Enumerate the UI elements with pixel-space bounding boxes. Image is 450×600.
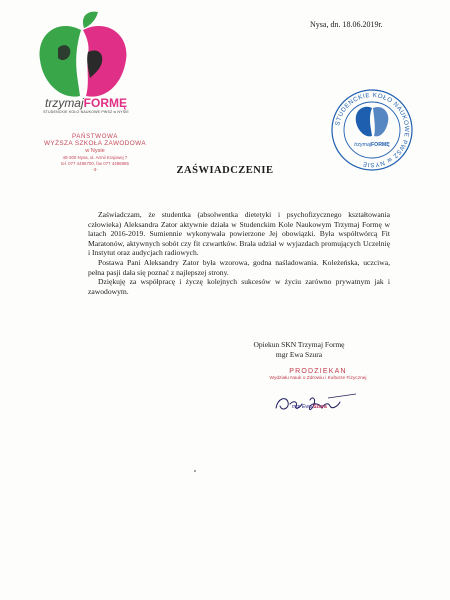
- seal-brand-part2: FORMĘ: [370, 142, 390, 148]
- scan-speck: [194, 470, 196, 472]
- signer-name: mgr Ewa Szura: [275, 350, 323, 359]
- dean-name-surname: Szura: [313, 404, 327, 410]
- paragraph-3: Dziękuję za współpracę i życzę kolejnych sukcesów w życiu zarówno prywatnym jak i zawodowym.: [88, 277, 390, 296]
- school-stamp-line4: 48-300 Nysa, ul. Armii Krajowej 7: [62, 155, 128, 160]
- paragraph-1: Zaświadczam, że studentka (absolwentka dietetyki i psychofizycznego kształtowania człowieka) Aleksandra Zator aktywnie działa w Studenckim Kole Naukowym Trzymaj Formę w latach 2016-2019. Sumiennie wykonywała powierzone Jej obowiązki. Była współtwórcą Fit Maratonów, aktywnych sobót czy fit czwartków. Brała udział w wyjazdach promujących Uczelnię i Instytut oraz audycjach radiowych.: [88, 210, 390, 258]
- signature-block: [240, 340, 358, 360]
- school-stamp-line3: w Nysie: [85, 148, 105, 154]
- dean-stamp-name: [292, 404, 327, 410]
- school-stamp-line2: WYŻSZA SZKOŁA ZAWODOWA: [43, 140, 147, 147]
- logo-subtitle: STUDENCKIE KOŁO NAUKOWE PWSZ w NYSIE: [43, 110, 129, 114]
- skn-round-seal: [330, 88, 414, 172]
- brand-part1: trzymaj: [44, 96, 84, 110]
- paragraph-2: Postawa Pani Aleksandry Zator była wzorowa, godna naśladowania. Koleżeńska, uczciwa, pełna pasji dała się poznać z najlepszej strony.: [88, 257, 390, 277]
- document-title: ZAŚWIADCZENIE: [176, 165, 274, 176]
- svg-text:trzymajFORMĘ: [354, 142, 390, 148]
- school-stamp-line6: -3-: [92, 167, 98, 172]
- certificate-body: [88, 210, 390, 296]
- brand-part2: FORMĘ: [83, 96, 127, 110]
- signer-role: Opiekun SKN Trzymaj Formę: [253, 340, 345, 349]
- seal-ring-text: STUDENCKIE KOŁO NAUKOWE PWSZ w NYSIE: [334, 91, 411, 169]
- dean-stamp-subtitle: Wydziału Nauk o Zdrowiu i Kulturze Fizycznej: [269, 376, 367, 381]
- dean-stamp-title: PRODZIEKAN: [289, 368, 347, 375]
- dean-stamp: [252, 367, 384, 382]
- school-stamp-line1: PAŃSTWOWA: [72, 133, 118, 140]
- seal-brand-part1: trzymaj: [354, 142, 371, 148]
- school-stamp-line5: tel. 077 4486700, fax 077 4486985: [61, 161, 129, 166]
- logo-wordmark: [36, 96, 136, 114]
- dean-name-prefix: mgr Ewa: [292, 404, 312, 410]
- svg-text:STUDENCKIE KOŁO NAUKOWE PWSZ w: [334, 92, 410, 168]
- place-date: Nysa, dn. 18.06.2019r.: [310, 20, 383, 29]
